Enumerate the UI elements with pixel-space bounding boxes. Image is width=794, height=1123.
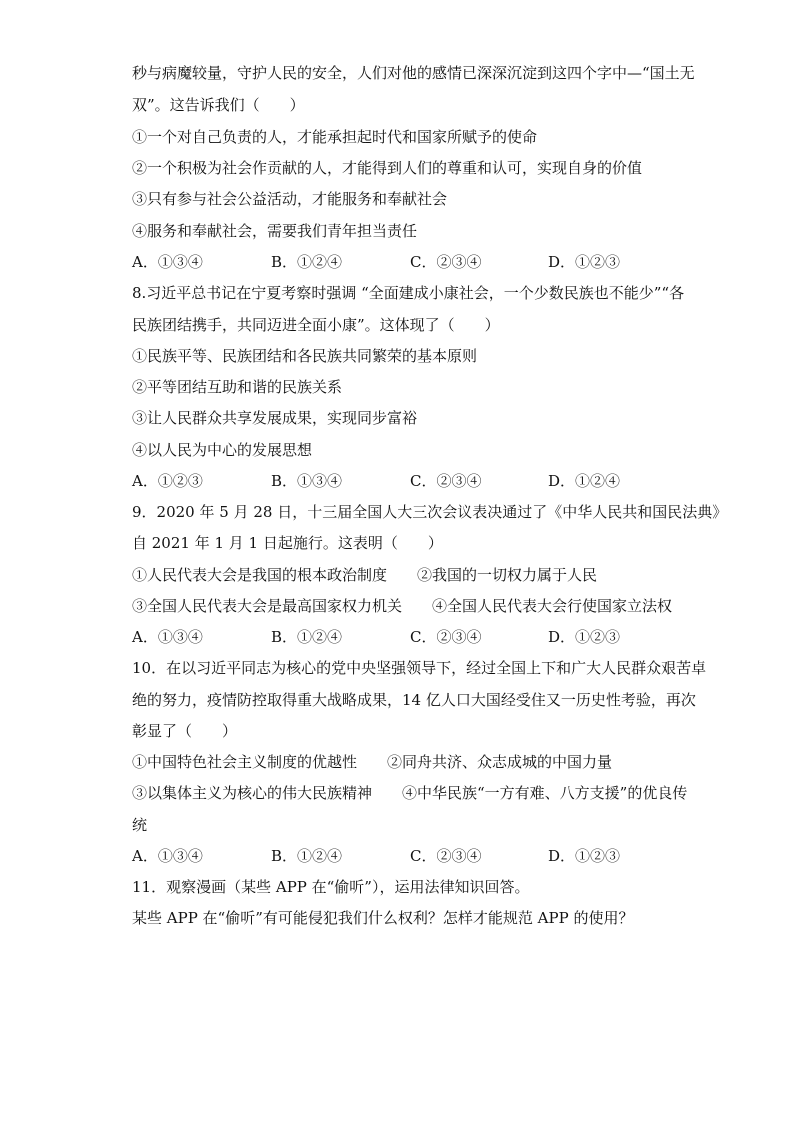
q8-statement-3: ③让人民群众共享发展成果，实现同步富裕 <box>132 409 418 427</box>
q7-option-b: B．①②④ <box>271 253 343 271</box>
q9-option-d: D．①②③ <box>548 628 621 646</box>
q8-option-d: D．①②④ <box>548 472 621 490</box>
q10-option-c: C．②③④ <box>410 847 482 865</box>
q8-option-a: A．①②③ <box>132 472 203 490</box>
q10-option-b: B．①②④ <box>271 847 343 865</box>
q7-stem-line-2: 双”。这告诉我们（ ） <box>132 96 305 114</box>
q8-statement-4: ④以人民为中心的发展思想 <box>132 441 313 459</box>
q8-statement-1: ①民族平等、民族团结和各民族共同繁荣的基本原则 <box>132 347 478 365</box>
q9-statement-2: ③全国人民代表大会是最高国家权力机关 ④全国人民代表大会行使国家立法权 <box>132 597 673 615</box>
q7-statement-1: ①一个对自己负责的人，才能承担起时代和国家所赋予的使命 <box>132 128 538 146</box>
q9-stem-line-1: 9．2020 年 5 月 28 日，十三届全国人大三次会议表决通过了《中华人民共和国民法典》 <box>132 503 728 521</box>
q10-option-d: D．①②③ <box>548 847 621 865</box>
q7-statement-4: ④服务和奉献社会，需要我们青年担当责任 <box>132 222 418 240</box>
q10-option-a: A．①③④ <box>132 847 203 865</box>
q9-statement-1: ①人民代表大会是我国的根本政治制度 ②我国的一切权力属于人民 <box>132 566 598 584</box>
q7-option-a: A．①③④ <box>132 253 203 271</box>
q7-option-c: C．②③④ <box>410 253 482 271</box>
q11-stem-line-1: 11．观察漫画（某些 APP 在“偷听”），运用法律知识回答。 <box>132 878 530 896</box>
q8-option-c: C．②③④ <box>410 472 482 490</box>
q9-stem-line-2: 自 2021 年 1 月 1 日起施行。这表明（ ） <box>132 534 443 552</box>
q9-option-a: A．①③④ <box>132 628 203 646</box>
q7-statement-2: ②一个积极为社会作贡献的人，才能得到人们的尊重和认可，实现自身的价值 <box>132 159 643 177</box>
q9-options <box>132 627 692 647</box>
q8-option-b: B．①③④ <box>271 472 343 490</box>
q10-stem-line-2: 绝的努力，疫情防控取得重大战略成果，14 亿人口大国经受住又一历史性考验，再次 <box>132 691 696 709</box>
q7-stem-line-1: 秒与病魔较量，守护人民的安全，人们对他的感情已深深沉淀到这四个字中—“国土无 <box>132 64 695 82</box>
q11-stem-line-2: 某些 APP 在“偷听”有可能侵犯我们什么权利？怎样才能规范 APP 的使用？ <box>132 909 634 927</box>
q7-options <box>132 252 692 272</box>
q10-options <box>132 846 692 866</box>
q10-stem-line-1: 10．在以习近平同志为核心的党中央坚强领导下，经过全国上下和广大人民群众艰苦卓 <box>132 659 707 677</box>
q9-option-c: C．②③④ <box>410 628 482 646</box>
q8-options <box>132 471 692 491</box>
q9-option-b: B．①②④ <box>271 628 343 646</box>
q8-stem-line-2: 民族团结携手，共同迈进全面小康”。这体现了（ ） <box>132 316 500 334</box>
q10-stem-line-3: 彰显了（ ） <box>132 722 238 740</box>
q8-statement-2: ②平等团结互助和谐的民族关系 <box>132 378 343 396</box>
q10-statement-2: ③以集体主义为核心的伟大民族精神 ④中华民族“一方有难、八方支援”的优良传 <box>132 784 688 802</box>
q7-statement-3: ③只有参与社会公益活动，才能服务和奉献社会 <box>132 190 448 208</box>
q7-option-d: D．①②③ <box>548 253 621 271</box>
q10-statement-2-cont: 统 <box>132 816 148 834</box>
q10-statement-1: ①中国特色社会主义制度的优越性 ②同舟共济、众志成城的中国力量 <box>132 753 613 771</box>
q8-stem-line-1: 8.习近平总书记在宁夏考察时强调 “全面建成小康社会，一个少数民族也不能少”“各 <box>132 284 685 302</box>
